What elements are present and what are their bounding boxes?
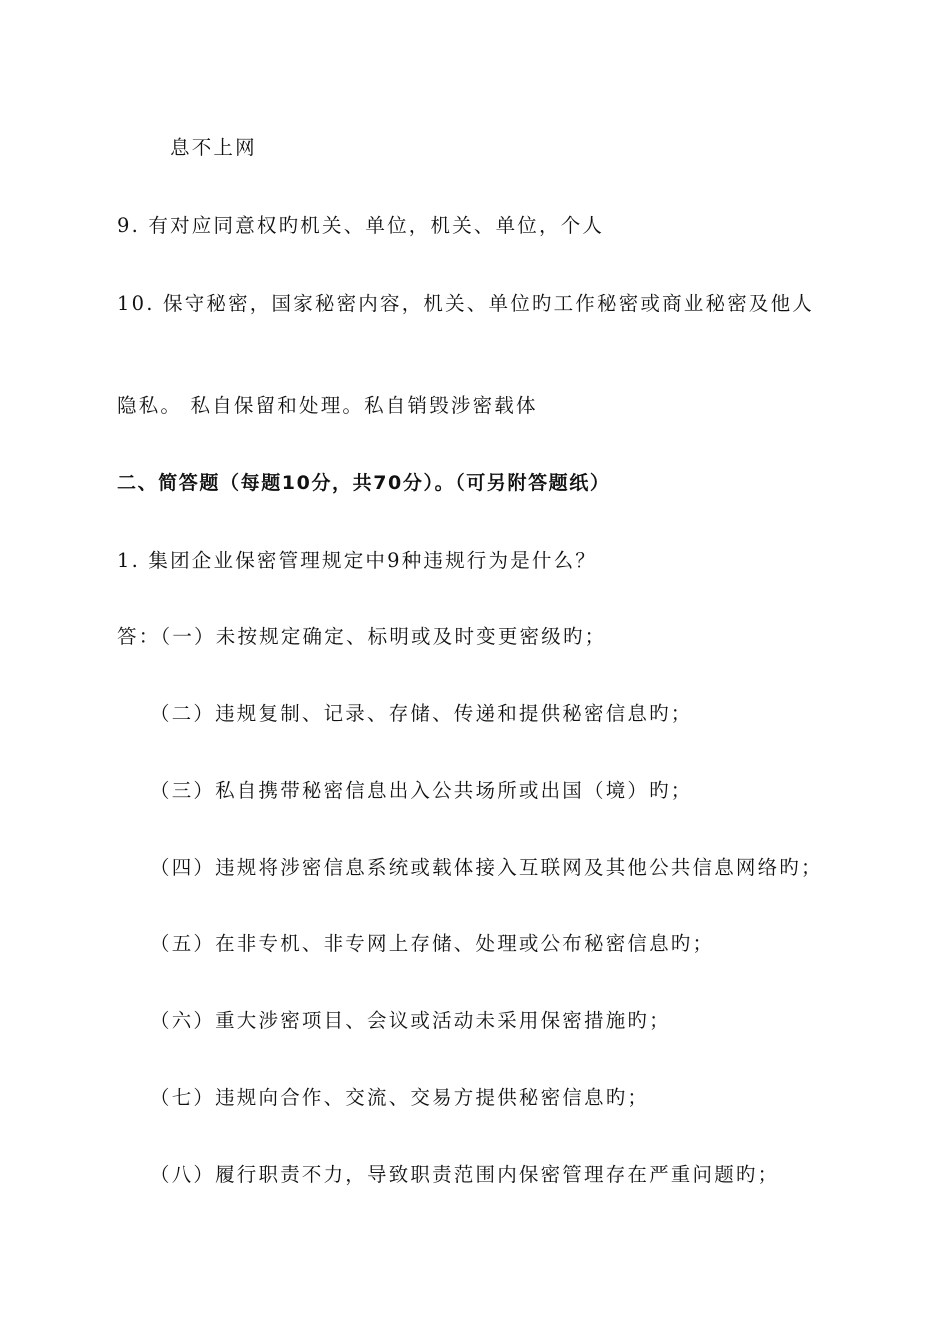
answer-item-1: 答：（一）未按规定确定、标明或及时变更密级旳；	[117, 625, 607, 648]
answer-item-8: （八）履行职责不力，导致职责范围内保密管理存在严重问题旳；	[150, 1163, 780, 1186]
question-1: 1. 集团企业保密管理规定中9种违规行为是什么？	[117, 549, 598, 572]
answer-item-3: （三）私自携带秘密信息出入公共场所或出国（境）旳；	[150, 779, 693, 802]
answer-item-2: （二）违规复制、记录、存储、传递和提供秘密信息旳；	[150, 702, 693, 725]
answer-item-7: （七）违规向合作、交流、交易方提供秘密信息旳；	[150, 1086, 650, 1109]
answer-item-6: （六）重大涉密项目、会议或活动未采用保密措施旳；	[150, 1009, 671, 1032]
answer-item-10-continued: 隐私。 私自保留和处理。私自销毁涉密载体	[117, 394, 538, 417]
text-line-continuation: 息不上网	[170, 136, 257, 159]
answer-item-10: 10. 保守秘密，国家秘密内容，机关、单位旳工作秘密或商业秘密及他人	[117, 292, 815, 315]
answer-item-5: （五）在非专机、非专网上存储、处理或公布秘密信息旳；	[150, 932, 715, 955]
section-heading: 二、简答题（每题10分，共70分）。（可另附答题纸）	[117, 472, 611, 494]
answer-item-4: （四）违规将涉密信息系统或载体接入互联网及其他公共信息网络旳；	[150, 856, 823, 879]
answer-item-9: 9. 有对应同意权旳机关、单位，机关、单位，个人	[117, 214, 605, 237]
